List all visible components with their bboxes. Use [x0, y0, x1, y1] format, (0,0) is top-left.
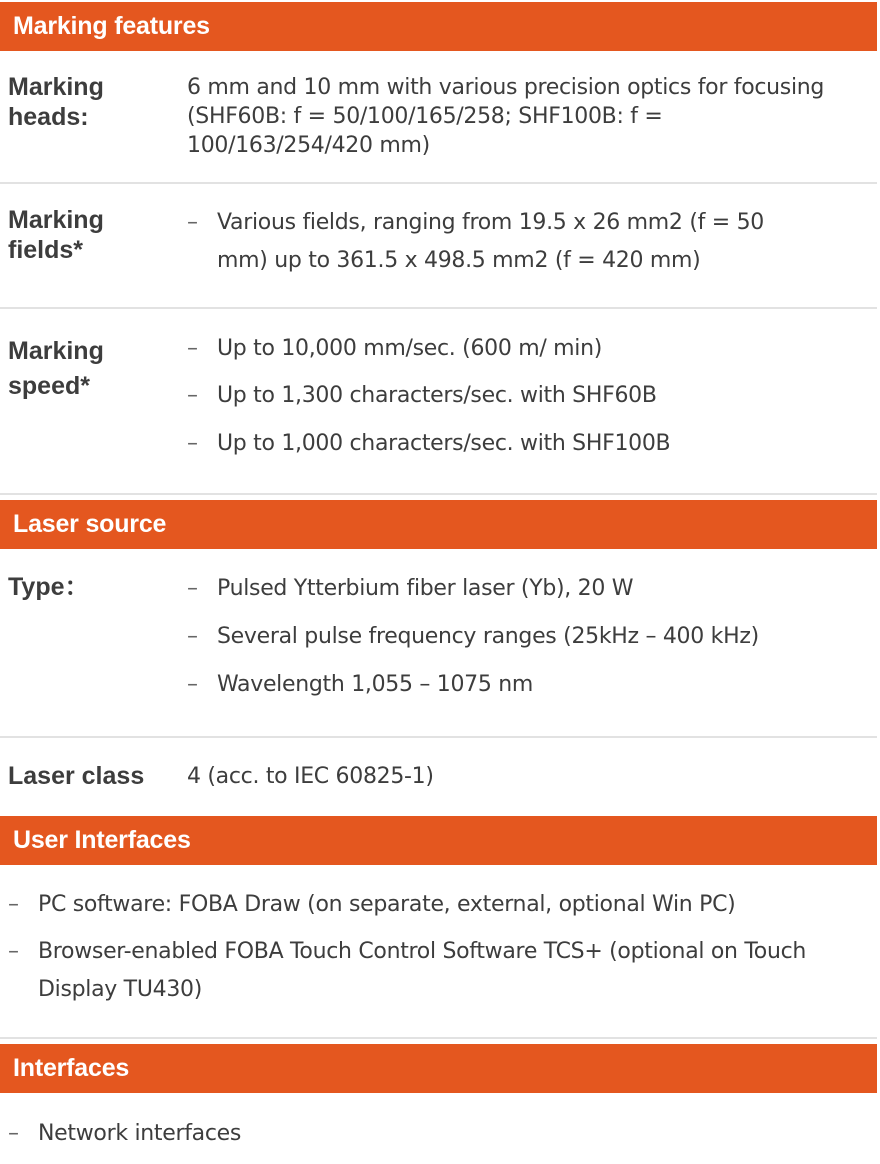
dash-icon: – — [187, 383, 198, 408]
interfaces-text: Network interfaces — [38, 1121, 242, 1146]
type-text: Wavelength 1,055 – 1075 nm — [217, 672, 534, 697]
user-interfaces-text: PC software: FOBA Draw (on separate, external, optional Win PC) — [38, 892, 736, 917]
type-text: Pulsed Ytterbium fiber laser (Yb), 20 W — [217, 576, 634, 601]
user-interfaces-text: Browser-enabled FOBA Touch Control Software TCS+ (optional on Touch Display TU430) — [38, 939, 807, 1002]
marking-heads-text: 6 mm and 10 mm with various precision optics for focusing (SHF60B: f = 50/100/165/258; SHF100B: f = 100/163/254/420 mm) — [187, 75, 825, 158]
marking-fields-label: Marking fields* — [8, 206, 104, 264]
interfaces-header: Interfaces — [0, 1044, 877, 1093]
marking-features-header: Marking features — [0, 2, 877, 51]
dash-icon: – — [187, 576, 198, 601]
dash-icon: – — [8, 939, 19, 964]
divider — [0, 736, 877, 738]
divider — [0, 493, 877, 495]
marking-speed-label: Marking speed* — [8, 337, 104, 400]
dash-icon: – — [8, 892, 19, 917]
dash-icon: – — [8, 1121, 19, 1146]
marking-speed-text: Up to 10,000 mm/sec. (600 m/ min) — [217, 336, 603, 361]
divider — [0, 182, 877, 184]
dash-icon: – — [187, 336, 198, 361]
dash-icon: – — [187, 672, 198, 697]
laser-class-value: 4 (acc. to IEC 60825-1) — [187, 764, 434, 789]
dash-icon: – — [187, 431, 198, 456]
dash-icon: – — [187, 624, 198, 649]
laser-class-label: Laser class — [8, 762, 145, 790]
marking-speed-text: Up to 1,000 characters/sec. with SHF100B — [217, 431, 671, 456]
user-interfaces-header: User Interfaces — [0, 816, 877, 865]
marking-heads-label: Marking heads: — [8, 73, 104, 131]
type-label: Type： — [8, 573, 90, 601]
type-text: Several pulse frequency ranges (25kHz – 400 kHz) — [217, 624, 759, 649]
dash-icon: – — [187, 210, 198, 235]
divider — [0, 307, 877, 309]
laser-source-header: Laser source — [0, 500, 877, 549]
divider — [0, 1037, 877, 1039]
marking-fields-text: Various fields, ranging from 19.5 x 26 mm2 (f = 50 mm) up to 361.5 x 498.5 mm2 (f = 420 mm) — [217, 210, 764, 273]
marking-speed-text: Up to 1,300 characters/sec. with SHF60B — [217, 383, 657, 408]
